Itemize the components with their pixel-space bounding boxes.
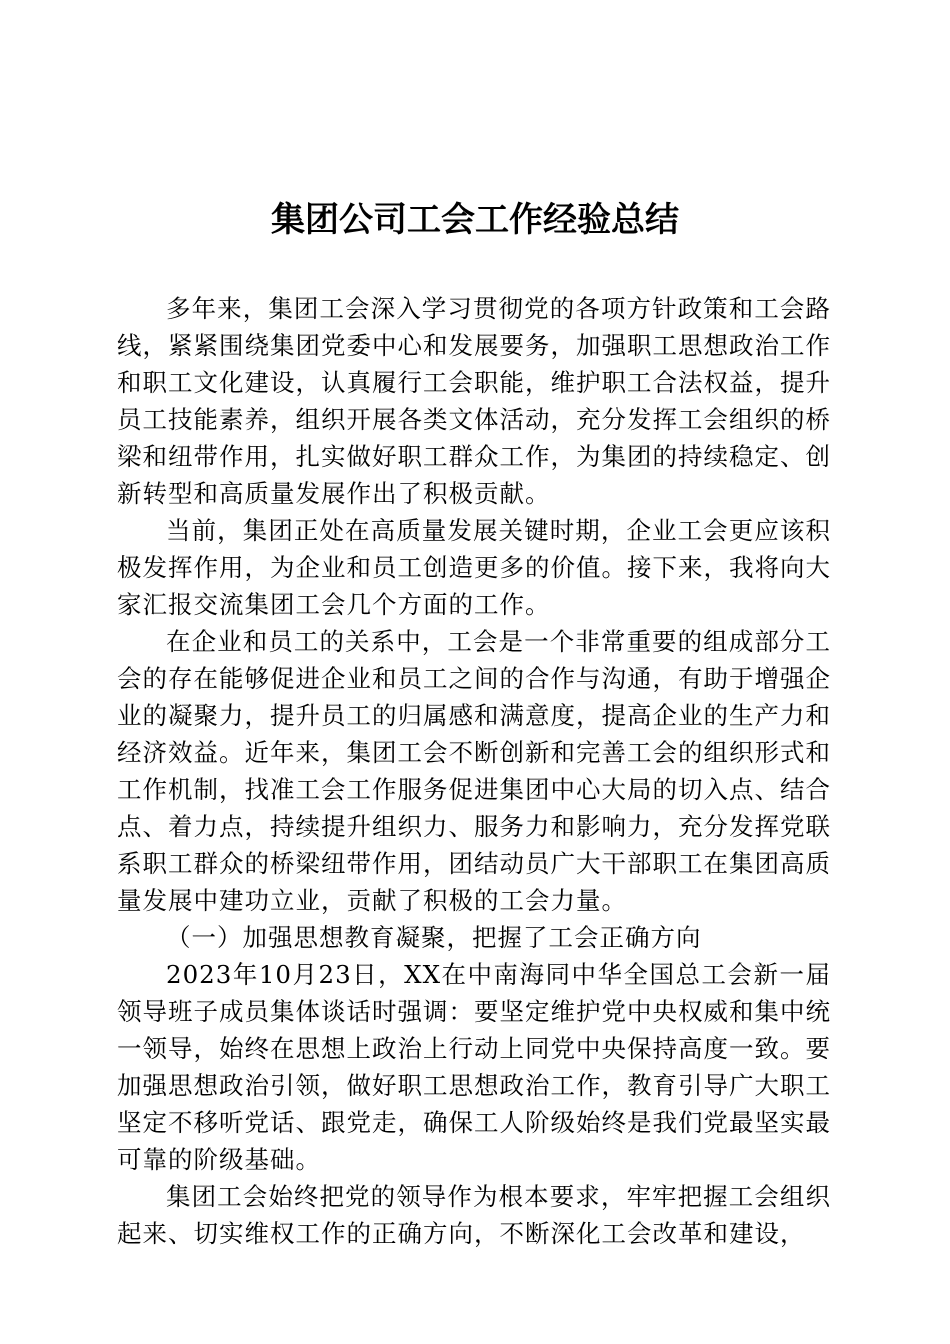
section-heading-1: （一）加强思想教育凝聚，把握了工会正确方向 bbox=[166, 923, 702, 952]
paragraph-union-role: 在企业和员工的关系中，工会是一个非常重要的组成部分工会的存在能够促进企业和员工之间的合作与沟通，有助于增强企业的凝聚力，提升员工的归属感和满意度，提高企业的生产力和经济效益。近年来，集团工会不断创新和完善工会的组织形式和工作机制，找准工会工作服务促进集团中心大局的切入点、结合点、着力点，持续提升组织力、服务力和影响力，充分发挥党联系职工群众的桥梁纽带作用，团结动员广大干部职工在集团高质量发展中建功立业，贡献了积极的工会力量。 bbox=[117, 627, 831, 915]
paragraph-speech: 2023年10月23日，XX在中南海同中华全国总工会新一届领导班子成员集体谈话时强调：要坚定维护党中央权威和集中统一领导，始终在思想上政治上行动上同党中央保持高度一致。要加强思想政治引领，做好职工思想政治工作，教育引导广大职工坚定不移听党话、跟党走，确保工人阶级始终是我们党最坚实最可靠的阶级基础。 bbox=[117, 960, 831, 1174]
document-body bbox=[117, 290, 831, 1252]
paragraph-intro: 多年来，集团工会深入学习贯彻党的各项方针政策和工会路线，紧紧围绕集团党委中心和发展要务，加强职工思想政治工作和职工文化建设，认真履行工会职能，维护职工合法权益，提升员工技能素养，组织开展各类文体活动，充分发挥工会组织的桥梁和纽带作用，扎实做好职工群众工作，为集团的持续稳定、创新转型和高质量发展作出了积极贡献。 bbox=[117, 294, 831, 508]
paragraph-party-leadership: 集团工会始终把党的领导作为根本要求，牢牢把握工会组织起来、切实维权工作的正确方向，不断深化工会改革和建设， bbox=[117, 1182, 831, 1248]
paragraph-current-period: 当前，集团正处在高质量发展关键时期，企业工会更应该积极发挥作用，为企业和员工创造更多的价值。接下来，我将向大家汇报交流集团工会几个方面的工作。 bbox=[117, 516, 831, 619]
document-title: 集团公司工会工作经验总结 bbox=[271, 200, 679, 240]
